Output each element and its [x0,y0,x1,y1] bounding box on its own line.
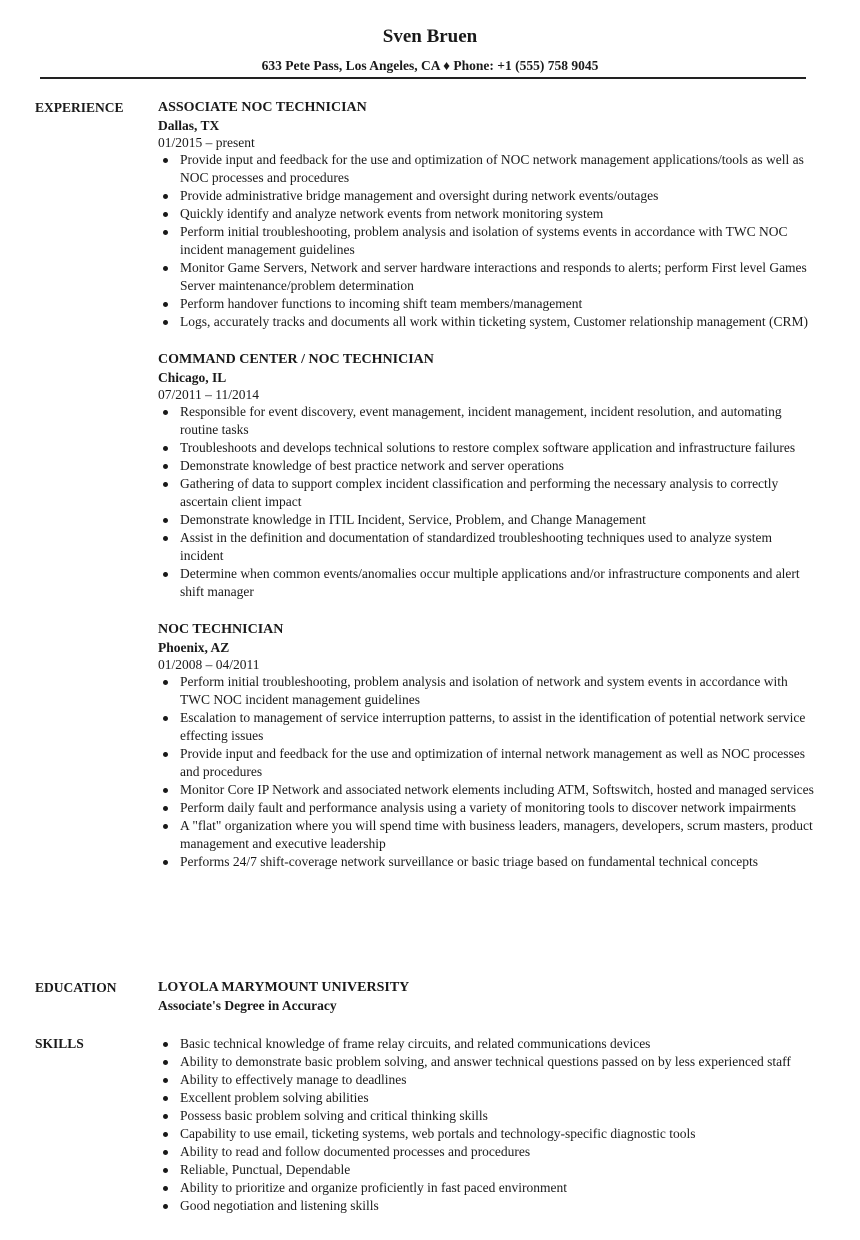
bullet-item: A "flat" organization where you will spend time with business leaders, managers, developers, scrum masters, product management and executive leadership [180,817,818,853]
job-location: Phoenix, AZ [158,640,230,655]
candidate-name: Sven Bruen [382,26,478,47]
skill-item: Ability to prioritize and organize proficiently in fast paced environment [180,1179,818,1197]
header-divider [40,77,806,79]
bullet-item: Perform handover functions to incoming shift team members/management [180,295,818,313]
school-name: LOYOLA MARYMOUNT UNIVERSITY [158,980,410,995]
skill-item: Basic technical knowledge of frame relay circuits, and related communications devices [180,1035,818,1053]
section-label-education: EDUCATION [35,980,117,995]
skill-item: Ability to read and follow documented processes and procedures [180,1143,818,1161]
skill-item: Reliable, Punctual, Dependable [180,1161,818,1179]
bullet-item: Perform initial troubleshooting, problem analysis and isolation of systems events in accordance with TWC NOC incident management guidelines [180,223,818,259]
skills-list-container [158,1035,818,1215]
bullet-item: Demonstrate knowledge in ITIL Incident, Service, Problem, and Change Management [180,511,818,529]
bullet-item: Logs, accurately tracks and documents all work within ticketing system, Customer relationship management (CRM) [180,313,818,331]
skill-item: Possess basic problem solving and critical thinking skills [180,1107,818,1125]
skill-item: Ability to demonstrate basic problem solving, and answer technical questions passed on by less experienced staff [180,1053,818,1071]
bullet-item: Monitor Core IP Network and associated network elements including ATM, Softswitch, hosted and managed services [180,781,818,799]
bullet-item: Monitor Game Servers, Network and server hardware interactions and responds to alerts; perform First level Games Server maintenance/problem determination [180,259,818,295]
section-label-experience: EXPERIENCE [35,100,124,115]
skills-list [158,1035,818,1215]
bullet-item: Assist in the definition and documentation of standardized troubleshooting techniques used to analyze system incident [180,529,818,565]
bullet-item: Responsible for event discovery, event management, incident management, incident resolution, and automating routine tasks [180,403,818,439]
job-title: COMMAND CENTER / NOC TECHNICIAN [158,352,434,367]
skill-item: Good negotiation and listening skills [180,1197,818,1215]
section-label-skills: SKILLS [35,1036,84,1051]
job-location: Chicago, IL [158,370,227,385]
bullet-item: Provide input and feedback for the use and optimization of NOC network management applications/tools as well as NOC processes and procedures [180,151,818,187]
job-entry [158,621,818,871]
bullet-item: Determine when common events/anomalies occur multiple applications and/or infrastructure components and alert shift manager [180,565,818,601]
bullet-item: Provide input and feedback for the use and optimization of internal network management as well as NOC processes and procedures [180,745,818,781]
bullet-item: Perform initial troubleshooting, problem analysis and isolation of network and system events in accordance with TWC NOC incident management guidelines [180,673,818,709]
job-entry [158,99,818,331]
job-bullets [158,673,818,871]
job-dates: 07/2011 – 11/2014 [158,387,259,402]
job-title: NOC TECHNICIAN [158,622,284,637]
skill-item: Ability to effectively manage to deadlines [180,1071,818,1089]
bullet-item: Troubleshoots and develops technical solutions to restore complex software application and infrastructure failures [180,439,818,457]
bullet-item: Provide administrative bridge management and oversight during network events/outages [180,187,818,205]
skill-item: Capability to use email, ticketing systems, web portals and technology-specific diagnostic tools [180,1125,818,1143]
experience-list [158,99,818,891]
job-location: Dallas, TX [158,118,220,133]
bullet-item: Quickly identify and analyze network events from network monitoring system [180,205,818,223]
job-dates: 01/2008 – 04/2011 [158,657,260,672]
job-title: ASSOCIATE NOC TECHNICIAN [158,100,367,115]
bullet-item: Performs 24/7 shift-coverage network surveillance or basic triage based on fundamental technical concepts [180,853,818,871]
bullet-item: Escalation to management of service interruption patterns, to assist in the identification of potential network service effecting issues [180,709,818,745]
job-entry [158,351,818,601]
bullet-item: Perform daily fault and performance analysis using a variety of monitoring tools to discover network impairments [180,799,818,817]
resume-header [0,24,860,75]
degree: Associate's Degree in Accuracy [158,998,337,1013]
job-bullets [158,151,818,331]
contact-line: 633 Pete Pass, Los Angeles, CA ♦ Phone: +1 (555) 758 9045 [261,58,599,73]
education-entry [158,979,818,1015]
bullet-item: Demonstrate knowledge of best practice network and server operations [180,457,818,475]
skill-item: Excellent problem solving abilities [180,1089,818,1107]
job-dates: 01/2015 – present [158,135,255,150]
job-bullets [158,403,818,601]
bullet-item: Gathering of data to support complex incident classification and performing the necessary analysis to correctly ascertain client impact [180,475,818,511]
